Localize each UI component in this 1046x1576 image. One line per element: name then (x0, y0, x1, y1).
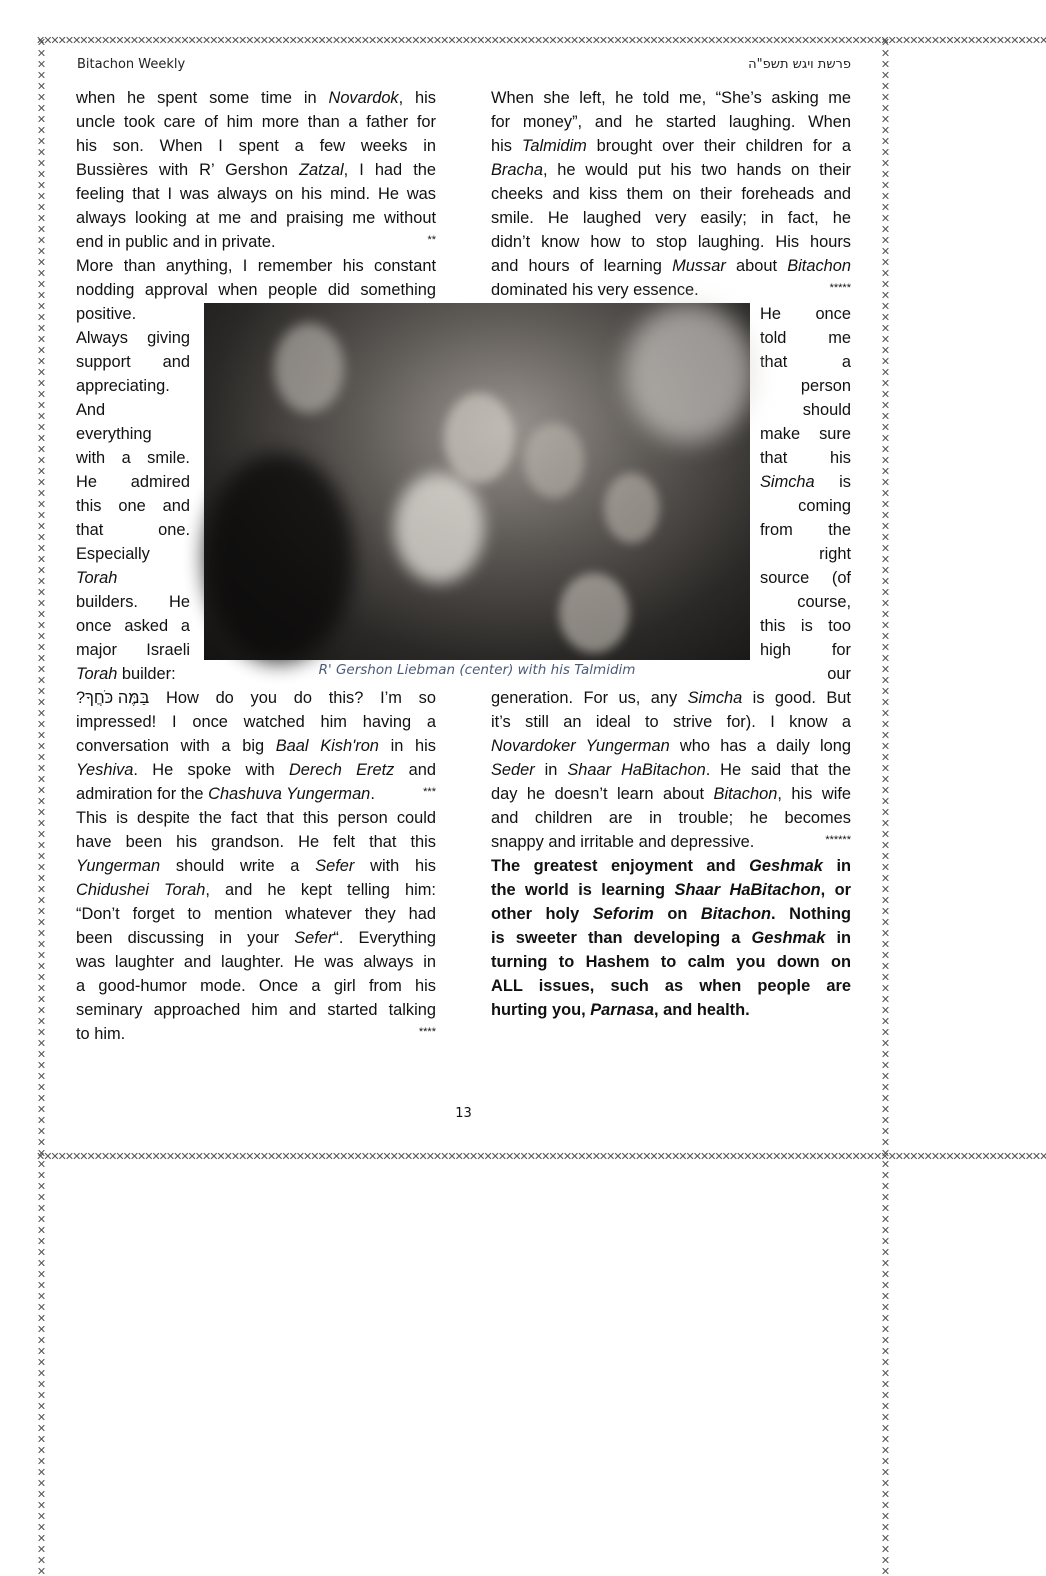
text-run: בַּמֶּה כֹּחֲךָ? (76, 689, 150, 707)
text-line (760, 326, 851, 350)
text-line (760, 662, 851, 686)
text-line (491, 110, 851, 134)
text-run: , and he kept telling him: (205, 881, 436, 899)
text-run: in (822, 857, 852, 875)
publication-title: Bitachon Weekly (77, 57, 186, 72)
text-run: When she left, he told me, “She’s asking me (491, 89, 851, 107)
italic-term: Shaar HaBitachon (674, 881, 821, 899)
text-run: , he would put his two hands on their (542, 161, 851, 179)
text-line (491, 158, 851, 182)
text-line (760, 422, 851, 446)
text-line (76, 734, 436, 758)
text-run: is sweeter than developing a (491, 929, 752, 947)
text-run: nodding approval when people did something (76, 281, 436, 299)
section-separator: *** (423, 786, 436, 798)
text-run: high for (760, 641, 851, 659)
text-line (76, 158, 436, 182)
text-line (760, 374, 851, 398)
text-line (491, 854, 851, 878)
text-run: that one. (76, 521, 190, 539)
text-line (491, 998, 851, 1022)
page-number: 13 (455, 1106, 472, 1121)
text-line (491, 86, 851, 110)
text-line (76, 110, 436, 134)
text-run: who has a daily long (669, 737, 851, 755)
text-run: “Don’t forget to mention whatever they had (76, 905, 436, 923)
text-line (76, 854, 436, 878)
italic-term: Yungerman (76, 857, 161, 875)
text-run: appreciating. (76, 377, 170, 395)
text-run: . (370, 785, 375, 803)
text-run: impressed! I once watched him having a (76, 713, 436, 731)
text-run: turning to Hashem to calm you down on (491, 953, 851, 971)
italic-term: Parnasa (590, 1001, 655, 1019)
text-line (76, 998, 436, 1022)
text-run: his (491, 137, 522, 155)
text-run: . Nothing (771, 905, 852, 923)
text-line (491, 974, 851, 998)
text-line (491, 782, 851, 806)
text-run: snappy and irritable and depressive. (491, 833, 755, 851)
text-run: and children are in trouble; he becomes (491, 809, 851, 827)
text-run: admiration for the (76, 785, 209, 803)
text-run: conversation with a big (76, 737, 276, 755)
text-run: Bussières with R’ Gershon (76, 161, 299, 179)
decorative-border-top: ✕✕✕✕✕✕✕✕✕✕✕✕✕✕✕✕✕✕✕✕✕✕✕✕✕✕✕✕✕✕✕✕✕✕✕✕✕✕✕✕✕✕✕✕✕✕✕✕✕✕✕✕✕✕✕✕✕✕✕✕✕✕✕✕✕✕✕✕✕✕✕✕✕✕✕✕✕✕✕✕✕✕✕✕✕✕✕✕✕✕✕✕✕✕✕✕✕✕✕✕✕✕✕✕✕✕✕✕✕✕✕✕✕✕✕✕✕✕✕✕✕✕✕✕✕✕✕✕✕✕✕✕✕✕✕✕✕✕✕✕ (36, 34, 1046, 47)
italic-term: Derech Eretz (288, 761, 395, 779)
text-run: person (800, 377, 851, 395)
text-line (76, 398, 190, 422)
text-run: for money”, and he started laughing. When (491, 113, 851, 131)
text-line (76, 806, 436, 830)
text-run: day he doesn’t learn about (491, 785, 714, 803)
text-run: This is despite the fact that this person could (76, 809, 436, 827)
text-run: in his (378, 737, 436, 755)
text-run: course, (797, 593, 851, 611)
text-run: told me (760, 329, 851, 347)
text-run: ALL issues, such as when people are (491, 977, 851, 995)
text-line (76, 974, 436, 998)
italic-term: Novardok (328, 89, 399, 107)
decorative-border-right: ✕✕✕✕✕✕✕✕✕✕✕✕✕✕✕✕✕✕✕✕✕✕✕✕✕✕✕✕✕✕✕✕✕✕✕✕✕✕✕✕✕✕✕✕✕✕✕✕✕✕✕✕✕✕✕✕✕✕✕✕✕✕✕✕✕✕✕✕✕✕✕✕✕✕✕✕✕✕✕✕✕✕✕✕✕✕✕✕✕✕✕✕✕✕✕✕✕✕✕✕✕✕✕✕✕✕✕✕✕✕✕✕✕✕✕✕✕✕✕✕✕✕✕✕✕✕✕✕✕✕✕✕✕✕✕✕✕✕✕✕ (879, 36, 892, 1576)
italic-term: Zatzal (299, 161, 344, 179)
text-run: when he spent some time in (76, 89, 329, 107)
text-line (491, 950, 851, 974)
text-line (760, 638, 851, 662)
section-separator: ** (427, 234, 436, 246)
section-separator: **** (418, 1026, 436, 1038)
text-line (491, 758, 851, 782)
text-line (76, 518, 190, 542)
text-run: and hours of learning (491, 257, 673, 275)
text-line (76, 926, 436, 950)
text-run: should (802, 401, 851, 419)
text-run: end in public and in private. (76, 233, 276, 251)
text-line (491, 878, 851, 902)
text-line (76, 86, 436, 110)
text-line (760, 398, 851, 422)
italic-term: Mussar (672, 257, 726, 275)
photo-caption: R' Gershon Liebman (center) with his Talmidim (318, 662, 636, 678)
text-line (76, 230, 436, 254)
text-line (760, 542, 851, 566)
text-run: , his (398, 89, 437, 107)
text-line (491, 686, 851, 710)
text-line (760, 566, 851, 590)
text-run: about (725, 257, 788, 275)
text-run: How do you do this? I’m so (149, 689, 436, 707)
text-run: that his (760, 449, 851, 467)
text-line (76, 350, 190, 374)
text-run: And (76, 401, 106, 419)
text-line (491, 182, 851, 206)
text-run: builders. He (76, 593, 190, 611)
text-run: smile. He laughed very easily; in fact, he (491, 209, 851, 227)
italic-term: Simcha (760, 473, 815, 491)
text-line (76, 1022, 436, 1046)
text-line (491, 254, 851, 278)
text-line (491, 230, 851, 254)
italic-term: Geshmak (751, 929, 826, 947)
group-photo (204, 303, 750, 660)
text-line (76, 134, 436, 158)
text-run: was laughter and laughter. He was always in (76, 953, 436, 971)
text-run: have been his grandson. He felt that this (76, 833, 436, 851)
italic-term: Sefer (294, 929, 334, 947)
text-run: and (394, 761, 436, 779)
text-line (491, 734, 851, 758)
text-line (491, 830, 851, 854)
text-line (76, 278, 436, 302)
text-run: More than anything, I remember his constant (76, 257, 436, 275)
text-run: right (819, 545, 851, 563)
text-run: our (827, 665, 851, 683)
text-run: with a smile. (76, 449, 190, 467)
text-line (76, 470, 190, 494)
text-line (76, 422, 190, 446)
text-line (491, 926, 851, 950)
text-line (76, 782, 436, 806)
text-run: the world is learning (491, 881, 675, 899)
text-run: Especially (76, 545, 150, 563)
text-run: this is too (760, 617, 851, 635)
decorative-border-bottom: ✕✕✕✕✕✕✕✕✕✕✕✕✕✕✕✕✕✕✕✕✕✕✕✕✕✕✕✕✕✕✕✕✕✕✕✕✕✕✕✕✕✕✕✕✕✕✕✕✕✕✕✕✕✕✕✕✕✕✕✕✕✕✕✕✕✕✕✕✕✕✕✕✕✕✕✕✕✕✕✕✕✕✕✕✕✕✕✕✕✕✕✕✕✕✕✕✕✕✕✕✕✕✕✕✕✕✕✕✕✕✕✕✕✕✕✕✕✕✕✕✕✕✕✕✕✕✕✕✕✕✕✕✕✕✕✕✕✕✕✕ (36, 1150, 1046, 1163)
italic-term: Baal Kish'ron (275, 737, 379, 755)
text-line (76, 614, 190, 638)
text-line (76, 758, 436, 782)
text-run: brought over their children for a (586, 137, 852, 155)
text-line (760, 614, 851, 638)
text-line (76, 254, 436, 278)
text-line (491, 902, 851, 926)
text-run: dominated his very essence. (491, 281, 699, 299)
italic-term: Yeshiva (76, 761, 134, 779)
text-line (76, 950, 436, 974)
text-line (760, 494, 851, 518)
italic-term: Geshmak (749, 857, 823, 875)
text-run: a good-humor mode. Once a girl from his (76, 977, 436, 995)
text-run: from the (760, 521, 851, 539)
text-run: everything (76, 425, 152, 443)
text-run: , I had the (343, 161, 436, 179)
text-line (760, 470, 851, 494)
text-run: generation. For us, any (491, 689, 688, 707)
text-run: with his (354, 857, 436, 875)
italic-term: Bitachon (713, 785, 778, 803)
text-line (76, 686, 436, 710)
text-line (76, 662, 190, 686)
italic-term: Torah (76, 665, 118, 683)
decorative-border-left: ✕✕✕✕✕✕✕✕✕✕✕✕✕✕✕✕✕✕✕✕✕✕✕✕✕✕✕✕✕✕✕✕✕✕✕✕✕✕✕✕✕✕✕✕✕✕✕✕✕✕✕✕✕✕✕✕✕✕✕✕✕✕✕✕✕✕✕✕✕✕✕✕✕✕✕✕✕✕✕✕✕✕✕✕✕✕✕✕✕✕✕✕✕✕✕✕✕✕✕✕✕✕✕✕✕✕✕✕✕✕✕✕✕✕✕✕✕✕✕✕✕✕✕✕✕✕✕✕✕✕✕✕✕✕✕✕✕✕✕✕ (35, 36, 48, 1576)
text-run: is (814, 473, 851, 491)
parsha-heading: פרשת ויגש תשפ"ה (748, 57, 851, 72)
text-run: . He said that the (705, 761, 852, 779)
italic-term: Bitachon (700, 905, 772, 923)
text-run: in (825, 929, 852, 947)
text-run: it’s still an ideal to strive for). I know a (491, 713, 851, 731)
text-run: make sure (760, 425, 851, 443)
italic-term: Seforim (592, 905, 654, 923)
text-run: that a (760, 353, 851, 371)
text-line (491, 278, 851, 302)
italic-term: Seder (491, 761, 535, 779)
text-line (76, 710, 436, 734)
text-line (76, 638, 190, 662)
text-run: The greatest enjoyment and (491, 857, 750, 875)
text-run: , or (820, 881, 851, 899)
text-run: in (534, 761, 568, 779)
text-run: seminary approached him and started talking (76, 1001, 436, 1019)
text-run: He admired (76, 473, 190, 491)
text-line (491, 710, 851, 734)
italic-term: Chidushei Torah (76, 881, 206, 899)
text-run: this one and (76, 497, 190, 515)
italic-term: Torah (76, 569, 118, 587)
text-run: always looking at me and praising me without (76, 209, 436, 227)
text-run: He once (760, 305, 851, 323)
text-run: Always giving (76, 329, 190, 347)
text-run: uncle took care of him more than a father for (76, 113, 436, 131)
italic-term: Sefer (315, 857, 355, 875)
text-line (760, 302, 851, 326)
text-line (491, 206, 851, 230)
text-run: source (of (760, 569, 851, 587)
italic-term: Talmidim (521, 137, 587, 155)
text-run: didn’t know how to stop laughing. His hours (491, 233, 851, 251)
text-run: on (653, 905, 701, 923)
text-line (76, 326, 190, 350)
italic-term: Bitachon (787, 257, 851, 275)
italic-term: Shaar HaBitachon (567, 761, 706, 779)
italic-term: Novardoker Yungerman (491, 737, 670, 755)
text-line (76, 206, 436, 230)
section-separator: ***** (829, 282, 851, 294)
text-run: coming (798, 497, 851, 515)
text-run: builder: (117, 665, 176, 683)
text-run: major Israeli (76, 641, 190, 659)
text-run: hurting you, (491, 1001, 591, 1019)
text-run: cheeks and kiss them on their foreheads and (491, 185, 851, 203)
text-line (760, 446, 851, 470)
text-line (760, 518, 851, 542)
text-run: positive. (76, 305, 137, 323)
text-line (76, 878, 436, 902)
text-run: feeling that I was always on his mind. He was (76, 185, 436, 203)
text-run: his son. When I spent a few weeks in (76, 137, 436, 155)
text-line (76, 446, 190, 470)
text-run: other holy (491, 905, 593, 923)
text-line (76, 374, 190, 398)
text-run: is good. But (742, 689, 851, 707)
text-run: once asked a (76, 617, 190, 635)
text-line (76, 182, 436, 206)
text-run: , and health. (654, 1001, 750, 1019)
text-line (76, 590, 190, 614)
text-line (76, 566, 190, 590)
text-run: to him. (76, 1025, 126, 1043)
text-run: . He spoke with (133, 761, 289, 779)
text-run: , his wife (777, 785, 852, 803)
text-run: support and (76, 353, 190, 371)
italic-term: Bracha (491, 161, 543, 179)
text-line (760, 590, 851, 614)
text-run: been discussing in your (76, 929, 295, 947)
text-line (76, 830, 436, 854)
text-run: “. Everything (333, 929, 436, 947)
text-run: should write a (160, 857, 316, 875)
text-line (491, 134, 851, 158)
text-line (76, 494, 190, 518)
section-separator: ****** (825, 834, 851, 846)
text-line (76, 542, 190, 566)
text-line (760, 350, 851, 374)
italic-term: Chashuva Yungerman (208, 785, 371, 803)
text-line (76, 902, 436, 926)
text-line (76, 302, 190, 326)
text-line (491, 806, 851, 830)
italic-term: Simcha (687, 689, 743, 707)
